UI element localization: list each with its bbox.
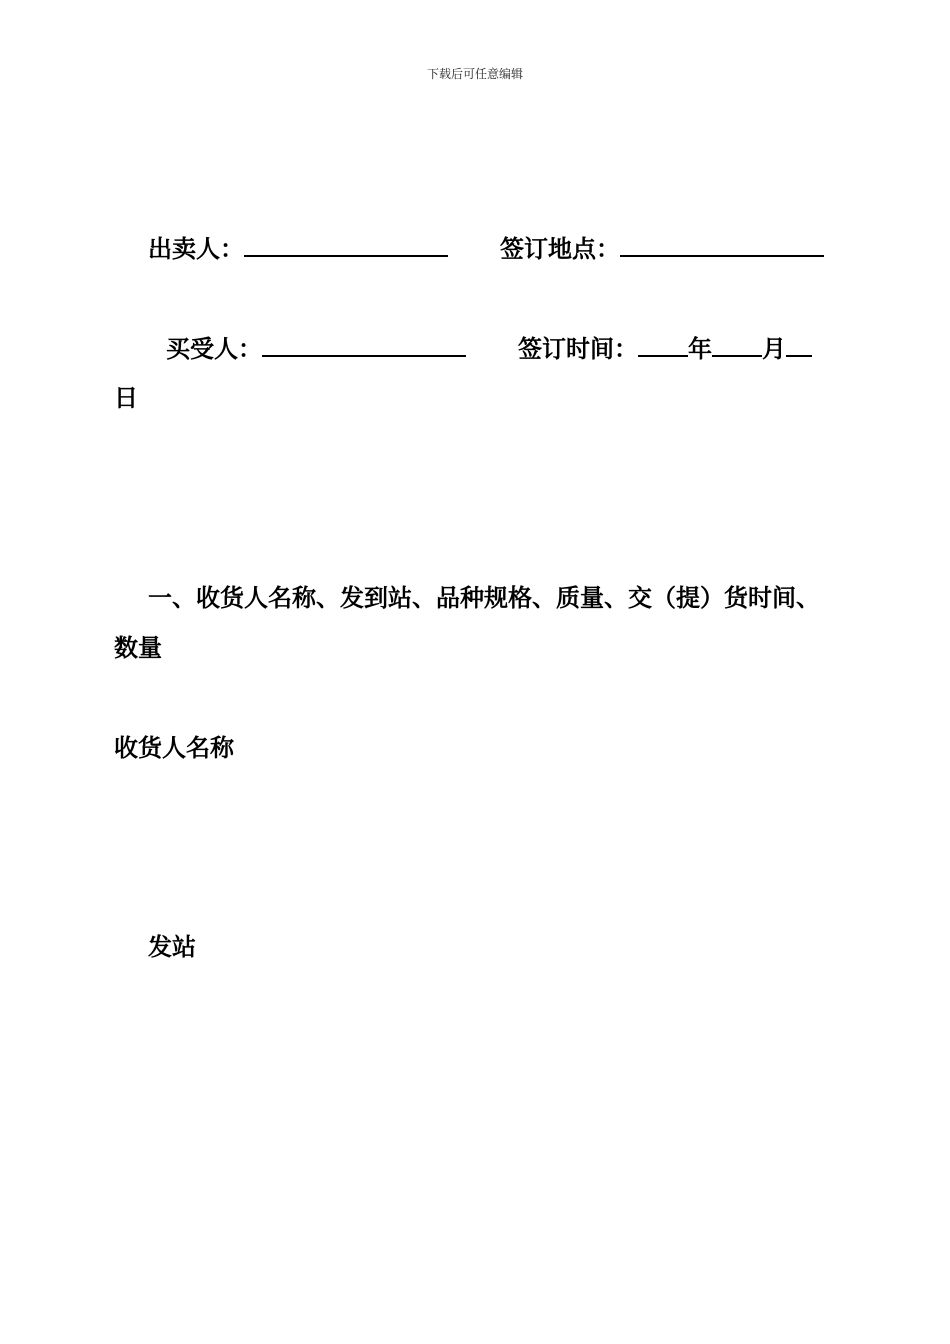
day-blank (786, 333, 812, 357)
header-note: 下载后可任意编辑 (426, 67, 523, 81)
buyer-blank (262, 333, 466, 357)
seller-blank (244, 233, 448, 257)
buyer-label: 买受人： (166, 335, 262, 363)
month-label: 月 (762, 335, 786, 363)
signing-place-label: 签订地点： (500, 235, 620, 263)
seller-place-row (148, 233, 824, 264)
month-blank (712, 333, 762, 357)
year-blank (638, 333, 688, 357)
section1-heading-line2: 数量 (114, 634, 162, 662)
signing-place-blank (620, 233, 824, 257)
seller-label: 出卖人： (148, 235, 244, 263)
year-label: 年 (688, 335, 712, 363)
buyer-time-row (166, 333, 812, 364)
section1-heading-line1: 一、收货人名称、发到站、品种规格、质量、交（提）货时间、 (148, 584, 820, 612)
departure-station-label: 发站 (148, 933, 196, 961)
signing-time-label: 签订时间： (518, 335, 638, 363)
consignee-name-label: 收货人名称 (114, 734, 234, 762)
day-label: 日 (114, 384, 138, 412)
